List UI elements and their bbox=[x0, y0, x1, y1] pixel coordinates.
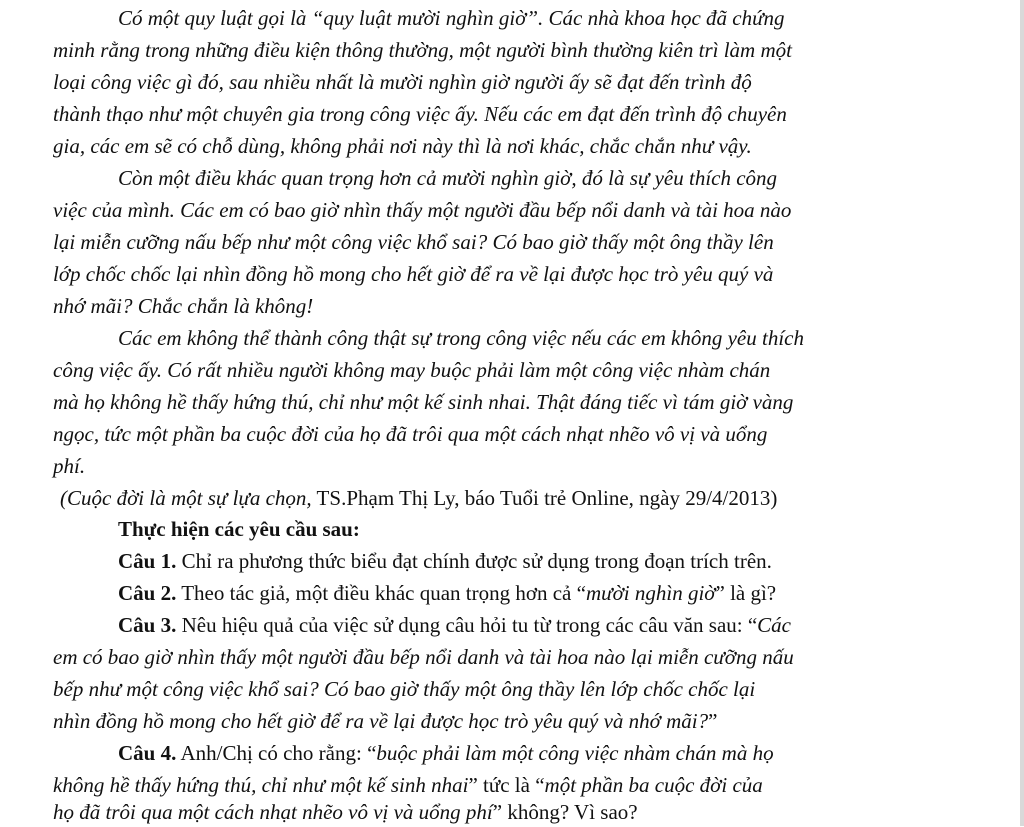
citation-title: (Cuộc đời là một sự lựa chọn, bbox=[60, 486, 312, 510]
question-2-text-a: Theo tác giả, một điều khác quan trọng hơn cả “ bbox=[176, 581, 586, 605]
question-3-quote-3: bếp như một công việc khổ sai? Có bao giờ thấy một ông thầy lên lớp chốc chốc lại bbox=[53, 677, 756, 701]
question-3-quote-4: nhìn đồng hồ mong cho hết giờ để ra về lại được học trò yêu quý và nhớ mãi? bbox=[53, 709, 709, 733]
p3-line-5: phí. bbox=[53, 454, 86, 478]
p1-line-2: minh rằng trong những điều kiện thông thường, một người bình thường kiên trì làm một bbox=[53, 38, 792, 62]
question-4-text-c: ” không? Vì sao? bbox=[492, 800, 638, 824]
question-4 bbox=[118, 738, 774, 768]
question-3-quote-4-line bbox=[53, 706, 717, 736]
p1-line-1: Có một quy luật gọi là “quy luật mười nghìn giờ”. Các nhà khoa học đã chứng bbox=[118, 6, 785, 30]
question-3-quote-2: em có bao giờ nhìn thấy một người đầu bếp nổi danh và tài hoa nào lại miễn cưỡng nấu bbox=[53, 645, 794, 669]
p1-line-5: gia, các em sẽ có chỗ dùng, không phải nơi này thì là nơi khác, chắc chắn như vậy. bbox=[53, 134, 752, 158]
question-4-line-3 bbox=[53, 797, 638, 827]
question-4-quote-4: họ đã trôi qua một cách nhạt nhẽo vô vị và uổng phí bbox=[53, 800, 493, 824]
question-1 bbox=[118, 546, 772, 576]
question-3-close: ” bbox=[708, 709, 718, 733]
citation-source: TS.Phạm Thị Ly, báo Tuổi trẻ Online, ngày 29/4/2013) bbox=[311, 486, 778, 510]
question-4-label: Câu 4. bbox=[118, 741, 177, 765]
question-4-text-b: ” tức là “ bbox=[468, 773, 545, 797]
p1-line-3: loại công việc gì đó, sau nhiều nhất là mười nghìn giờ người ấy sẽ đạt đến trình độ bbox=[53, 70, 752, 94]
question-1-label: Câu 1. bbox=[118, 549, 177, 573]
p2-line-3: lại miễn cưỡng nấu bếp như một công việc khổ sai? Có bao giờ thấy một ông thầy lên bbox=[53, 230, 774, 254]
question-3-text: Nêu hiệu quả của việc sử dụng câu hỏi tu từ trong các câu văn sau: “ bbox=[176, 613, 758, 637]
question-1-text: Chỉ ra phương thức biểu đạt chính được sử dụng trong đoạn trích trên. bbox=[176, 549, 772, 573]
question-4-quote-3: một phần ba cuộc đời của bbox=[544, 773, 763, 797]
question-4-text-a: Anh/Chị có cho rằng: “ bbox=[176, 741, 377, 765]
question-4-quote-2: không hề thấy hứng thú, chỉ như một kế sinh nhai bbox=[53, 773, 469, 797]
tasks-heading: Thực hiện các yêu cầu sau: bbox=[118, 517, 360, 541]
citation bbox=[60, 483, 777, 513]
p2-line-5: nhớ mãi? Chắc chắn là không! bbox=[53, 294, 314, 318]
question-2-label: Câu 2. bbox=[118, 581, 177, 605]
question-2-text-b: ” là gì? bbox=[715, 581, 777, 605]
question-2-text-italic: mười nghìn giờ bbox=[585, 581, 716, 605]
page-edge-shadow bbox=[1020, 0, 1024, 826]
p3-line-4: ngọc, tức một phần ba cuộc đời của họ đã trôi qua một cách nhạt nhẽo vô vị và uổng bbox=[53, 422, 768, 446]
p2-line-2: việc của mình. Các em có bao giờ nhìn thấy một người đầu bếp nổi danh và tài hoa nào bbox=[53, 198, 792, 222]
p1-line-4: thành thạo như một chuyên gia trong công việc ấy. Nếu các em đạt đến trình độ chuyên bbox=[53, 102, 787, 126]
p2-line-4: lớp chốc chốc lại nhìn đồng hồ mong cho hết giờ để ra về lại được học trò yêu quý và bbox=[53, 262, 774, 286]
question-4-quote-1: buộc phải làm một công việc nhàm chán mà họ bbox=[376, 741, 774, 765]
question-2 bbox=[118, 578, 776, 608]
question-3-quote-1: Các bbox=[757, 613, 791, 637]
question-3-label: Câu 3. bbox=[118, 613, 177, 637]
question-4-line-2 bbox=[53, 770, 763, 800]
p2-line-1: Còn một điều khác quan trọng hơn cả mười nghìn giờ, đó là sự yêu thích công bbox=[118, 166, 778, 190]
p3-line-2: công việc ấy. Có rất nhiều người không may buộc phải làm một công việc nhàm chán bbox=[53, 358, 771, 382]
p3-line-1: Các em không thể thành công thật sự trong công việc nếu các em không yêu thích bbox=[118, 326, 804, 350]
p3-line-3: mà họ không hề thấy hứng thú, chỉ như một kế sinh nhai. Thật đáng tiếc vì tám giờ vàng bbox=[53, 390, 794, 414]
question-3 bbox=[118, 610, 791, 640]
